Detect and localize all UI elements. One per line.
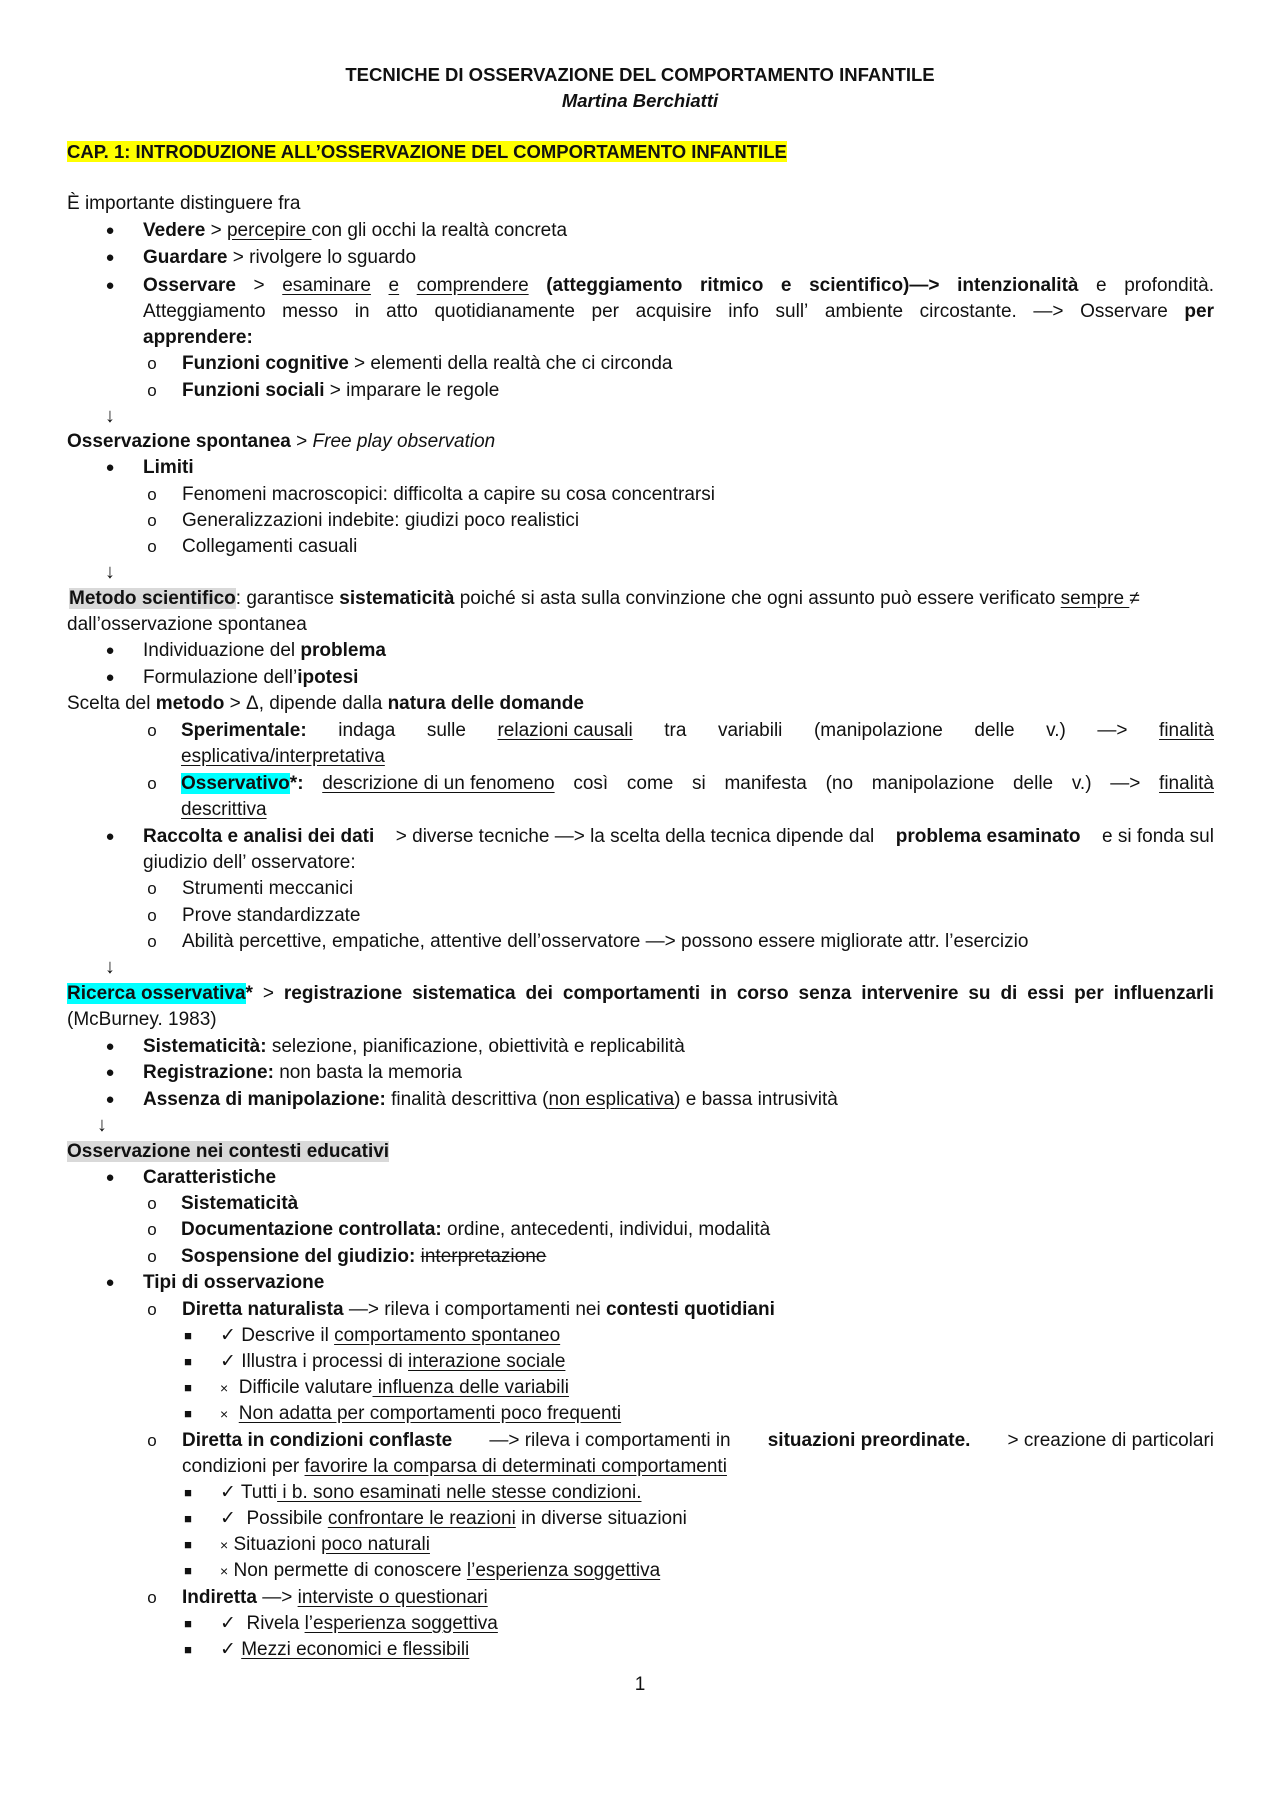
sub-item: Sperimentale: indaga sulle relazioni causali tra variabili (manipolazione delle v.) —> finalità (181, 720, 1214, 741)
circle-marker: o (147, 1431, 157, 1450)
sub-item: Abilità percettive, empatiche, attentive dell’osservatore —> possono essere migliorate attr. l’esercizio (182, 931, 1029, 952)
list-item: Registrazione: non basta la memoria (143, 1062, 462, 1083)
list-item: Guardare > rivolgere lo sguardo (143, 247, 417, 268)
circle-marker: o (147, 354, 157, 373)
circle-marker: o (147, 721, 157, 740)
arrow-down-icon: ↓ (97, 1114, 107, 1136)
list-item: Limiti (143, 457, 194, 478)
check-icon: ✓ (220, 1613, 236, 1634)
sub-item: Diretta in condizioni conflaste —> rileva i comportamenti in situazioni preordinate. > creazione di particolari (182, 1430, 1214, 1451)
list-item: Tipi di osservazione (143, 1272, 325, 1293)
bullet-marker: ● (105, 1091, 115, 1108)
square-marker: ■ (184, 1328, 192, 1343)
bullet-marker: ● (105, 249, 115, 266)
list-item: Individuazione del problema (143, 640, 386, 661)
bullet-marker: ● (105, 459, 115, 476)
bullet-marker: ● (105, 828, 115, 845)
pro-item: ✓ Possibile confrontare le reazioni in diverse situazioni (220, 1508, 687, 1529)
document-title: TECNICHE DI OSSERVAZIONE DEL COMPORTAMENTO INFANTILE (345, 64, 935, 85)
con-item: × Difficile valutare influenza delle variabili (220, 1377, 569, 1398)
circle-marker: o (147, 381, 157, 400)
sub-item-continuation: esplicativa/interpretativa (181, 746, 385, 767)
circle-marker: o (147, 1588, 157, 1607)
circle-marker: o (147, 879, 157, 898)
check-icon: ✓ (220, 1351, 236, 1372)
list-item-continuation: apprendere: (143, 327, 253, 348)
citation: (McBurney. 1983) (67, 1009, 217, 1030)
square-marker: ■ (184, 1380, 192, 1395)
square-marker: ■ (184, 1563, 192, 1578)
bullet-marker: ● (105, 1038, 115, 1055)
sub-item: Generalizzazioni indebite: giudizi poco realistici (182, 510, 580, 531)
sub-item: Funzioni cognitive > elementi della realtà che ci circonda (182, 353, 673, 374)
sub-item: Diretta naturalista —> rileva i comportamenti nei contesti quotidiani (182, 1299, 775, 1320)
sub-item: Strumenti meccanici (182, 878, 354, 899)
square-marker: ■ (184, 1406, 192, 1421)
circle-marker: o (147, 1247, 157, 1266)
circle-marker: o (147, 932, 157, 951)
bullet-marker: ● (105, 1274, 115, 1291)
cross-icon: × (220, 1380, 229, 1396)
section-metodo-continuation: dall’osservazione spontanea (67, 614, 307, 635)
section-spontanea: Osservazione spontanea > Free play observation (67, 431, 496, 452)
chapter-heading: CAP. 1: INTRODUZIONE ALL’OSSERVAZIONE DEL COMPORTAMENTO INFANTILE (67, 141, 787, 162)
sub-item: Documentazione controllata: ordine, antecedenti, individui, modalità (181, 1219, 771, 1240)
list-item: Caratteristiche (143, 1167, 277, 1188)
list-item: Sistematicità: selezione, pianificazione, obiettività e replicabilità (143, 1036, 685, 1057)
arrow-down-icon: ↓ (105, 956, 115, 978)
page-number: 1 (634, 1674, 646, 1695)
square-marker: ■ (184, 1537, 192, 1552)
bullet-marker: ● (105, 642, 115, 659)
list-item: Formulazione dell’ipotesi (143, 667, 359, 688)
pro-item: ✓ Mezzi economici e flessibili (220, 1639, 470, 1660)
sub-item-continuation: descrittiva (181, 799, 267, 820)
sub-item: Funzioni sociali > imparare le regole (182, 380, 500, 401)
list-item: Vedere > percepire con gli occhi la realtà concreta (143, 220, 568, 241)
section-ricerca: Ricerca osservativa* > registrazione sistematica dei comportamenti in corso senza intervenire su di essi per influenzarli (67, 983, 1214, 1004)
scelta-metodo: Scelta del metodo > Δ, dipende dalla natura delle domande (67, 693, 584, 714)
square-marker: ■ (184, 1642, 192, 1657)
section-contesti: Osservazione nei contesti educativi (67, 1141, 390, 1162)
circle-marker: o (147, 511, 157, 530)
square-marker: ■ (184, 1616, 192, 1631)
circle-marker: o (147, 537, 157, 556)
list-item: Osservare > esaminare e comprendere (atteggiamento ritmico e scientifico)—> intenzionalità e profondità. (143, 275, 1214, 296)
check-icon: ✓ (220, 1482, 236, 1503)
list-item-continuation: Atteggiamento messo in atto quotidianamente per acquisire info sull’ ambiente circostante. —> Osservare per (143, 301, 1214, 322)
con-item: × Situazioni poco naturali (220, 1534, 430, 1555)
pro-item: ✓ Rivela l’esperienza soggettiva (220, 1613, 498, 1634)
bullet-marker: ● (105, 277, 115, 294)
cross-icon: × (220, 1406, 229, 1422)
pro-item: ✓ Illustra i processi di interazione sociale (220, 1351, 566, 1372)
sub-item: Prove standardizzate (182, 905, 361, 926)
intro-lead: È importante distinguere fra (67, 193, 301, 214)
con-item: × Non adatta per comportamenti poco frequenti (220, 1403, 622, 1424)
sub-item: Indiretta —> interviste o questionari (182, 1587, 488, 1608)
sub-item: Sistematicità (181, 1193, 299, 1214)
sub-item: Collegamenti casuali (182, 536, 358, 557)
sub-item: Sospensione del giudizio: interpretazione (181, 1246, 547, 1267)
square-marker: ■ (184, 1485, 192, 1500)
circle-marker: o (147, 485, 157, 504)
square-marker: ■ (184, 1354, 192, 1369)
circle-marker: o (147, 774, 157, 793)
con-item: × Non permette di conoscere l’esperienza soggettiva (220, 1560, 661, 1581)
bullet-marker: ● (105, 1169, 115, 1186)
check-icon: ✓ (220, 1508, 236, 1529)
arrow-down-icon: ↓ (105, 561, 115, 583)
section-metodo: Metodo scientifico: garantisce sistematicità poiché si asta sulla convinzione che ogni assunto può essere verificato sempre ≠ (69, 588, 1140, 609)
cross-icon: × (220, 1537, 229, 1553)
check-icon: ✓ (220, 1325, 236, 1346)
check-icon: ✓ (220, 1639, 236, 1660)
bullet-marker: ● (105, 669, 115, 686)
circle-marker: o (147, 1194, 157, 1213)
list-item-continuation: giudizio dell’ osservatore: (143, 852, 356, 873)
pro-item: ✓ Tutti i b. sono esaminati nelle stesse condizioni. (220, 1482, 642, 1503)
document-author: Martina Berchiatti (561, 90, 719, 111)
bullet-marker: ● (105, 222, 115, 239)
list-item: Assenza di manipolazione: finalità descrittiva (non esplicativa) e bassa intrusività (143, 1089, 838, 1110)
arrow-down-icon: ↓ (105, 405, 115, 427)
sub-item: Osservativo*: descrizione di un fenomeno così come si manifesta (no manipolazione delle v.) —> finalità (181, 773, 1214, 794)
sub-item: Fenomeni macroscopici: difficolta a capire su cosa concentrarsi (182, 484, 715, 505)
pro-item: ✓ Descrive il comportamento spontaneo (220, 1325, 561, 1346)
circle-marker: o (147, 1220, 157, 1239)
circle-marker: o (147, 906, 157, 925)
list-item: Raccolta e analisi dei dati > diverse tecniche —> la scelta della tecnica dipende dal problema esaminato e si fonda sul (143, 826, 1214, 847)
circle-marker: o (147, 1300, 157, 1319)
sub-item-continuation: condizioni per favorire la comparsa di determinati comportamenti (182, 1456, 727, 1477)
bullet-marker: ● (105, 1064, 115, 1081)
cross-icon: × (220, 1563, 229, 1579)
square-marker: ■ (184, 1511, 192, 1526)
